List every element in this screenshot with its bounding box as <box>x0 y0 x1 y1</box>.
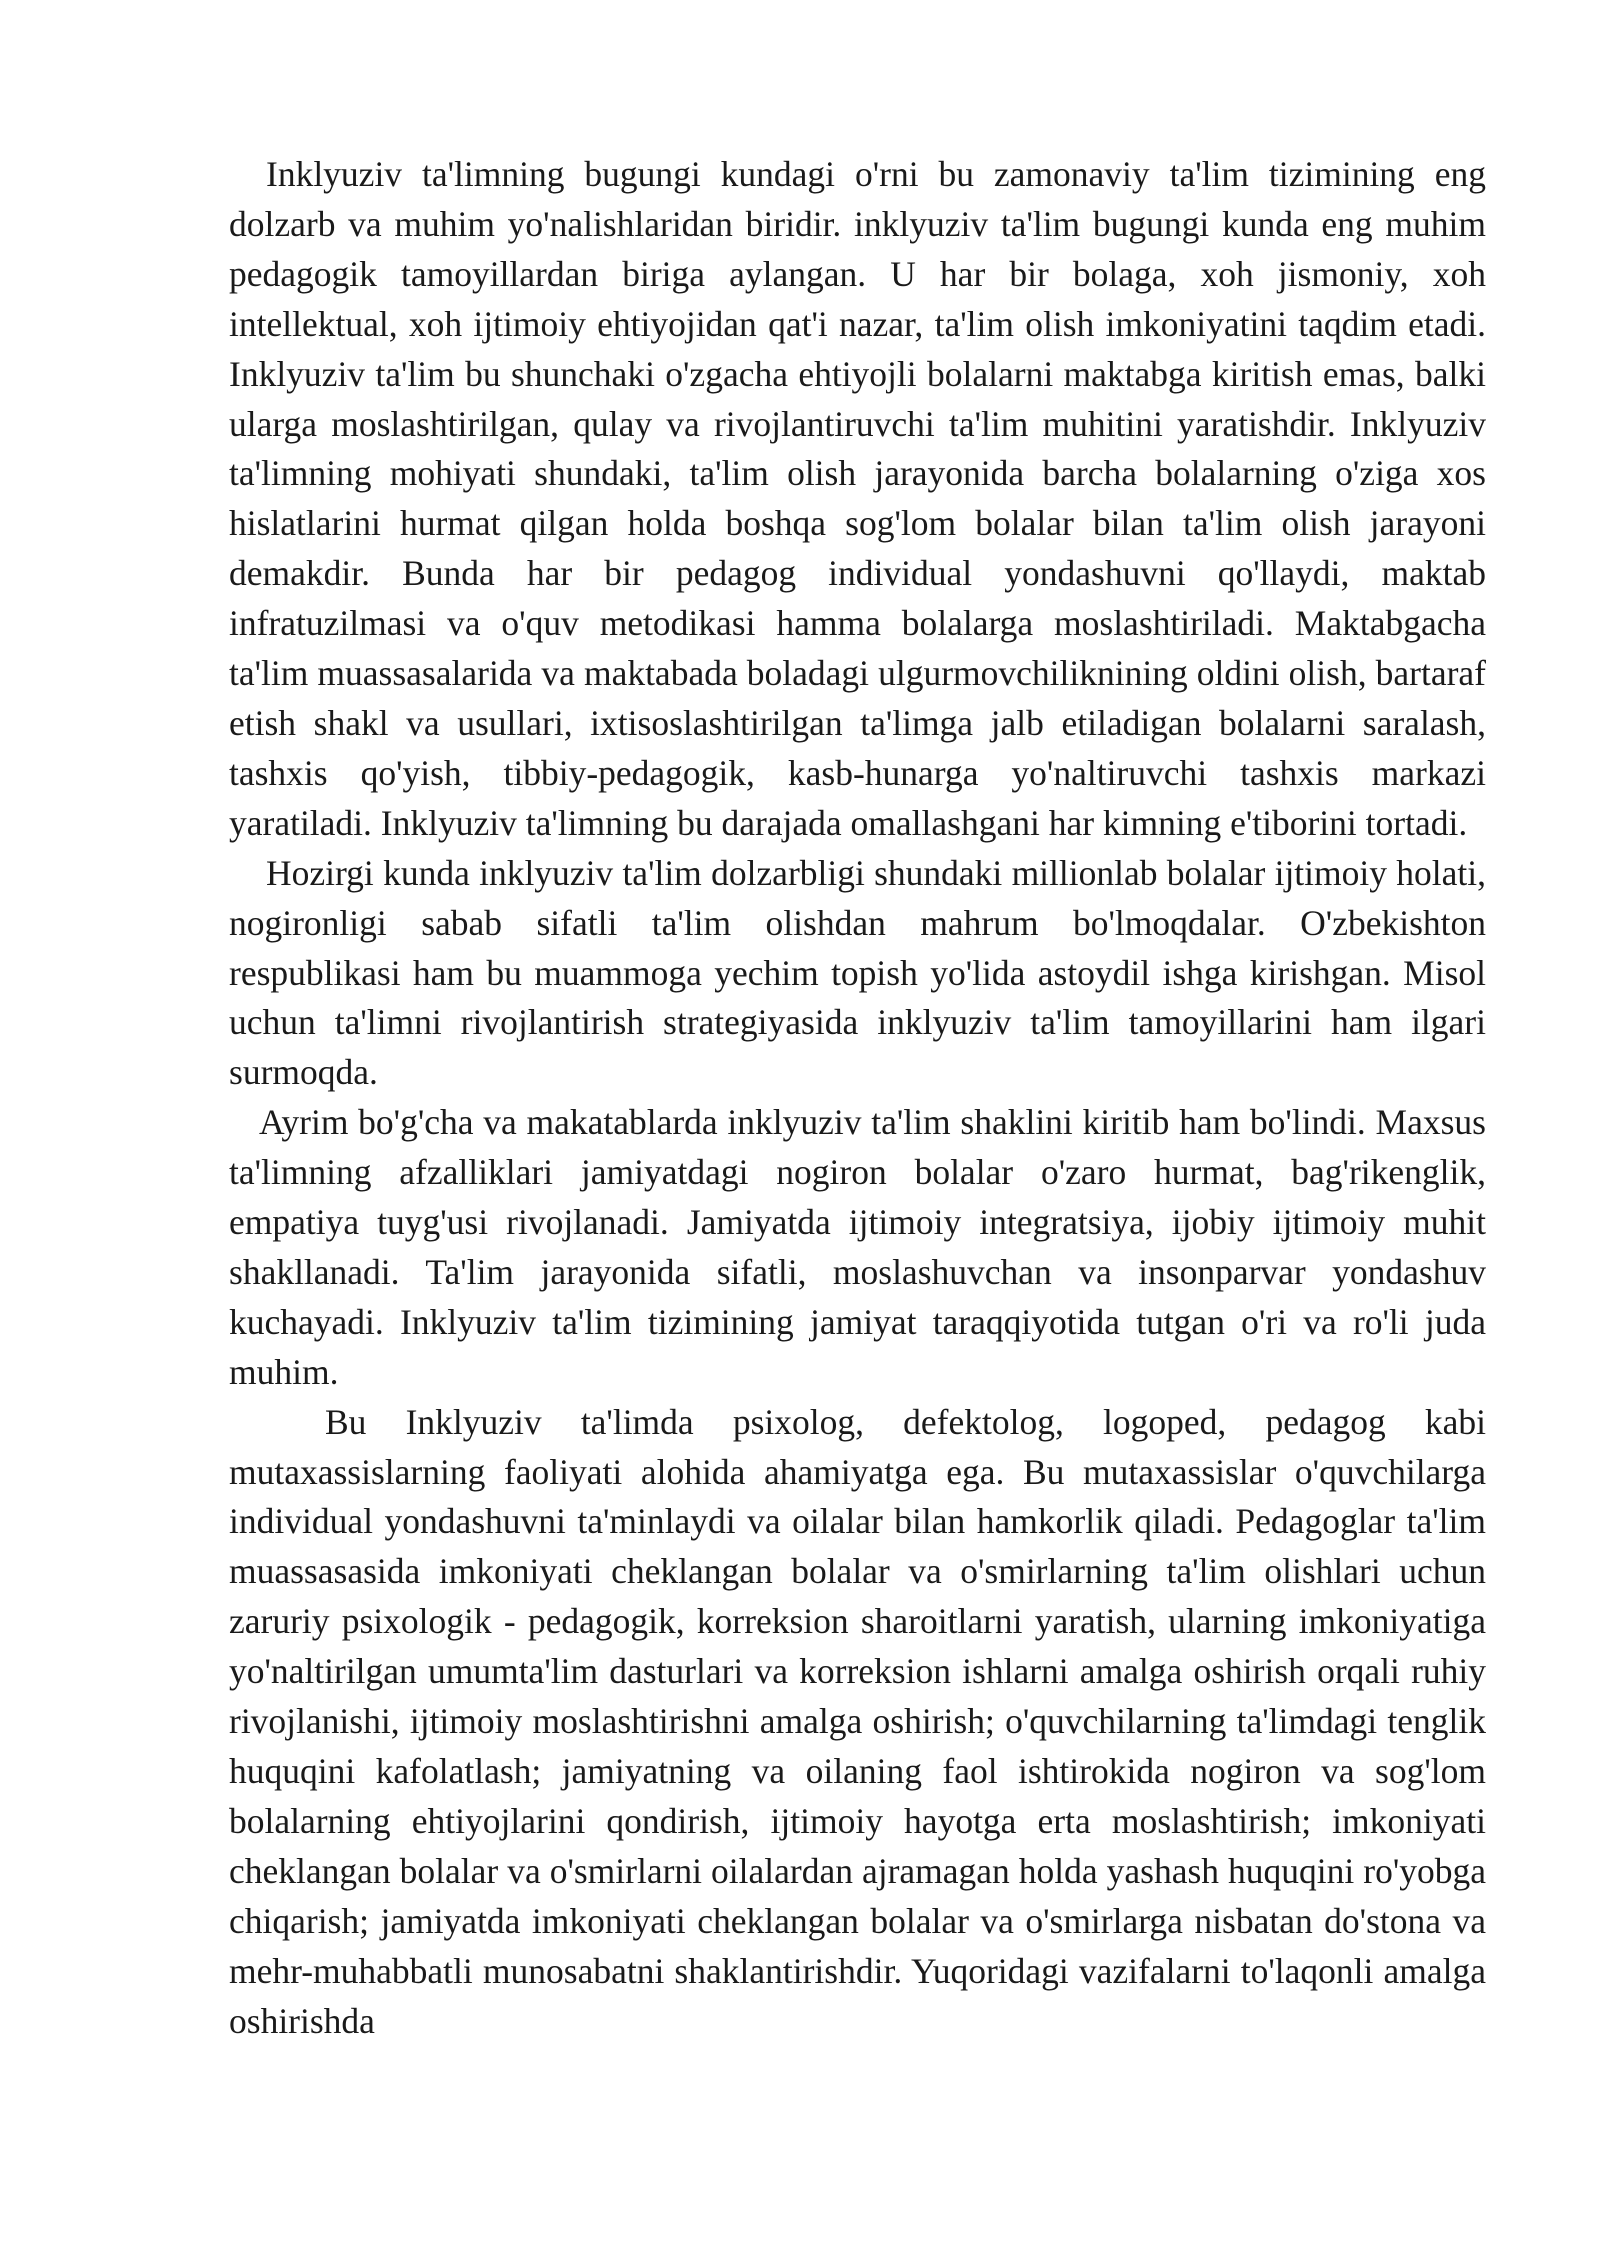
paragraph-inclusive-education-benefits: Ayrim bo'g'cha va makatablarda inklyuziv ta'lim shaklini kiritib ham bo'lindi. Maxsus ta'limning afzalliklari jamiyatdagi nogiron bolalar o'zaro hurmat, bag'rikenglik, empatiya tuyg'usi rivojlanadi. Jamiyatda ijtimoiy integratsiya, ijobiy ijtimoiy muhit shakllanadi. Ta'lim jarayonida sifatli, moslashuvchan va insonparvar yondashuv kuchayadi. Inklyuziv ta'lim tizimining jamiyat taraqqiyotida tutgan o'ri va ro'li juda muhim. <box>229 1102 1486 1392</box>
paragraph-inclusive-education-role: Inklyuziv ta'limning bugungi kundagi o'rni bu zamonaviy ta'lim tizimining eng dolzarb va muhim yo'nalishlaridan biridir. inklyuziv ta'lim bugungi kunda eng muhim pedagogik tamoyillardan biriga aylangan. U har bir bolaga, xoh jismoniy, xoh intellektual, xoh ijtimoiy ehtiyojidan qat'i nazar, ta'lim olish imkoniyatini taqdim etadi. Inklyuziv ta'lim bu shunchaki o'zgacha ehtiyojli bolalarni maktabga kiritish emas, balki ularga moslashtirilgan, qulay va rivojlantiruvchi ta'lim muhitini yaratishdir. Inklyuziv ta'limning mohiyati shundaki, ta'lim olish jarayonida barcha bolalarning o'ziga xos hislatlarini hurmat qilgan holda boshqa sog'lom bolalar bilan ta'lim olish jarayoni demakdir. Bunda har bir pedagog individual yondashuvni qo'llaydi, maktab infratuzilmasi va o'quv metodikasi hamma bolalarga moslashtiriladi. Maktabgacha ta'lim muassasalarida va maktabada boladagi ulgurmovchiliknining oldini olish, bartaraf etish shakl va usullari, ixtisoslashtirilgan ta'limga jalb etiladigan bolalarni saralash, tashxis qo'yish, tibbiy-pedagogik, kasb-hunarga yo'naltiruvchi tashxis markazi yaratiladi. Inklyuziv ta'limning bu darajada omallashgani har kimning e'tiborini tortadi. <box>229 154 1486 843</box>
body-text <box>229 150 1486 2046</box>
paragraph-specialists-role: Bu Inklyuziv ta'limda psixolog, defektolog, logoped, pedagog kabi mutaxassislarning faoliyati alohida ahamiyatga ega. Bu mutaxassislar o'quvchilarga individual yondashuvni ta'minlaydi va oilalar bilan hamkorlik qiladi. Pedagoglar ta'lim muassasasida imkoniyati cheklangan bolalar va o'smirlarning ta'lim olishlari uchun zaruriy psixologik - pedagogik, korreksion sharoitlarni yaratish, ularning imkoniyatiga yo'naltirilgan umumta'lim dasturlari va korreksion ishlarni amalga oshirish orqali ruhiy rivojlanishi, ijtimoiy moslashtirishni amalga oshirish; o'quvchilarning ta'limdagi tenglik huquqini kafolatlash; jamiyatning va oilaning faol ishtirokida nogiron va sog'lom bolalarning ehtiyojlarini qondirish, ijtimoiy hayotga erta moslashtirish; imkoniyati cheklangan bolalar va o'smirlarni oilalardan ajramagan holda yashash huquqini ro'yobga chiqarish; jamiyatda imkoniyati cheklangan bolalar va o'smirlarga nisbatan do'stona va mehr-muhabbatli munosabatni shaklantirishdir. Yuqoridagi vazifalarni to'laqonli amalga oshirishda <box>229 1401 1486 2041</box>
paragraph-inclusive-education-relevance: Hozirgi kunda inklyuziv ta'lim dolzarbligi shundaki millionlab bolalar ijtimoiy holati, nogironligi sabab sifatli ta'lim olishdan mahrum bo'lmoqdalar. O'zbekishton respublikasi ham bu muammoga yechim topish yo'lida astoydil ishga kirishgan. Misol uchun ta'limni rivojlantirish strategiyasida inklyuziv ta'lim tamoyillarini ham ilgari surmoqda. <box>229 852 1486 1093</box>
